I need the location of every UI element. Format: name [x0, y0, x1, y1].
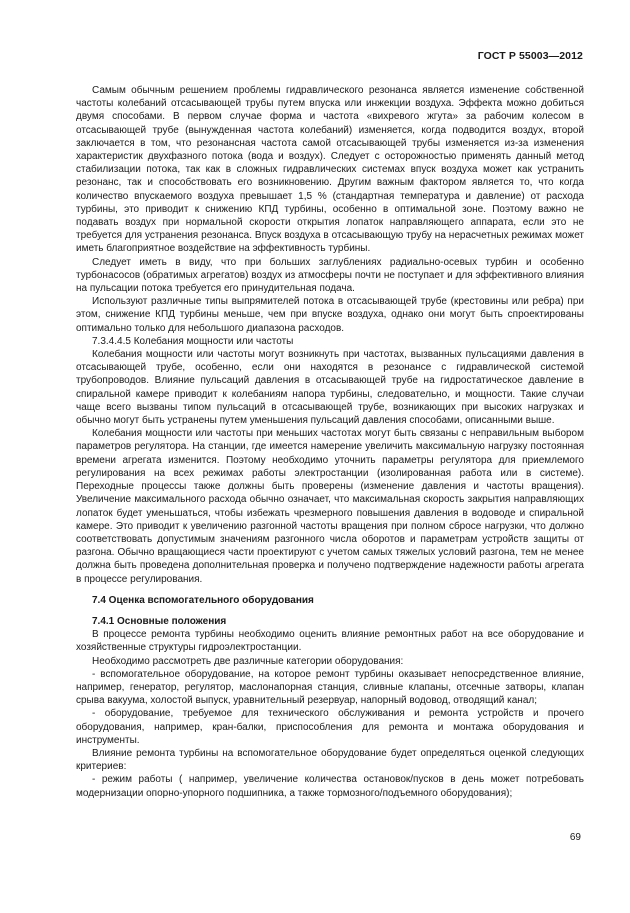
section-heading: 7.4.1 Основные положения [92, 615, 227, 627]
paragraph: Колебания мощности или частоты при меньших частотах могут быть связаны с неправильным выбором параметров регулятора. На станции, где имеется намерение увеличить максимальную нагрузку постоянная времени агрегата изменится. Поэтому необходимо уточнить параметры регулятора для приемлемого регулирования на всех режимах работы электростанции (изолированная работа или в системе). Переходные процессы также должны быть проверены (изменение давления и частоты вращения). Увеличение максимального расхода обычно означает, что максимальная скорость закрытия направляющих лопаток будет уменьшаться, чтобы избежать чрезмерного повышения давления в водоводе и спиральной камере. Это приводит к увеличению разгонной частоты вращения при полном сбросе нагрузки, что должно соответствовать допустимым значениям разгонного числа оборотов и параметрам устройств защиты от разгона. Обычно вращающиеся части проектируют с учетом самых тяжелых условий разгона, тем не менее должна быть проведена дополнительная проверка и получено подтверждение надежности работы агрегата в процессе регулирования. [76, 428, 584, 585]
paragraph: Влияние ремонта турбины на вспомогательное оборудование будет определяться оценкой следующих критериев: [76, 747, 584, 773]
paragraph: Следует иметь в виду, что при больших заглублениях радиально-осевых турбин и особенно турбонасосов (обратимых агрегатов) воздух из атмосферы почти не поступает и для эффективного влияния на пульсации потока требуется его принудительная подача. [76, 256, 584, 295]
list-item: - режим работы ( например, увеличение количества остановок/пусков в день может потребовать модернизации опорно-упорного подшипника, а также тормозного/подъемного оборудования); [76, 774, 584, 799]
paragraph: Колебания мощности или частоты могут возникнуть при частотах, вызванных пульсациями давления в отсасывающей трубе, особенно, если они находятся в резонансе с гидравлической системой трубопроводов. Влияние пульсаций давления в отсасывающей трубе на гидростатическое давление в спиральной камере приводит к колебаниям напора турбины, следовательно, и мощности. Такие случаи чаще всего вызваны типом пульсаций в отсасывающей трубе, возникающих при высоких нагрузках и обычно могут быть устранены путем уменьшения пульсаций давления способами, описанными выше. [76, 349, 584, 427]
paragraph: Используют различные типы выпрямителей потока в отсасывающей трубе (крестовины или ребра) при этом, снижение КПД турбины меньше, чем при впуске воздуха, однако они могут быть спроектированы оптимально только для небольшого диапазона расходов. [76, 296, 584, 334]
list-item: - оборудование, требуемое для технического обслуживания и ремонта устройств и прочего оборудования, например, кран-балки, приспособления для ремонта и монтажа оборудования и инструменты. [76, 708, 584, 746]
paragraph: Самым обычным решением проблемы гидравлического резонанса является изменение собственной частоты колебаний отсасывающей трубы путем впуска или инжекции воздуха. Эффекта можно добиться двумя способами. В первом случае форма и частота «вихревого жгута» за рабочим колесом в отсасывающей трубе (вынужденная частота колебаний) изменяется, когда подводится воздух, второй заключается в том, что резонансная частота самой отсасывающей трубы изменяется из-за изменения характеристик двухфазного потока (вода и воздух). Следует с осторожностью применять данный метод стабилизации потока, так как в сложных гидравлических системах впуск воздуха может как устранить резонанс, так и способствовать его возникновению. Другим важным фактором является то, что когда количество впускаемого воздуха превышает 1,5 % (стандартная температура и давление) от расхода турбины, это приводит к снижению КПД турбины, особенно в оптимальной зоне. Поэтому важно не подавать воздух при нормальной скорости открытия лопаток направляющего аппарата, если это не требуется для устранения резонанса. Впуск воздуха в отсасывающую трубу на нерасчетных режимах может иметь благоприятное воздействие на эффективность турбины. [76, 85, 584, 255]
page-body [76, 84, 584, 800]
subsection-heading: 7.3.4.4.5 Колебания мощности или частоты [92, 335, 294, 347]
document-standard-number: ГОСТ Р 55003—2012 [477, 50, 583, 62]
list-item: - вспомогательное оборудование, на которое ремонт турбины оказывает непосредственное влияние, например, генератор, регулятор, маслонапорная станция, сливные клапаны, отсечные затворы, клапан срыва вакуума, холостой выпуск, уравнительный резервуар, напорный водовод, отводящий канал; [76, 668, 584, 707]
section-heading: 7.4 Оценка вспомогательного оборудования [92, 594, 314, 606]
page-number: 69 [569, 832, 581, 843]
paragraph: Необходимо рассмотреть две различные категории оборудования: [92, 655, 404, 667]
paragraph: В процессе ремонта турбины необходимо оценить влияние ремонтных работ на все оборудование и хозяйственные структуры гидроэлектростанции. [76, 629, 584, 654]
